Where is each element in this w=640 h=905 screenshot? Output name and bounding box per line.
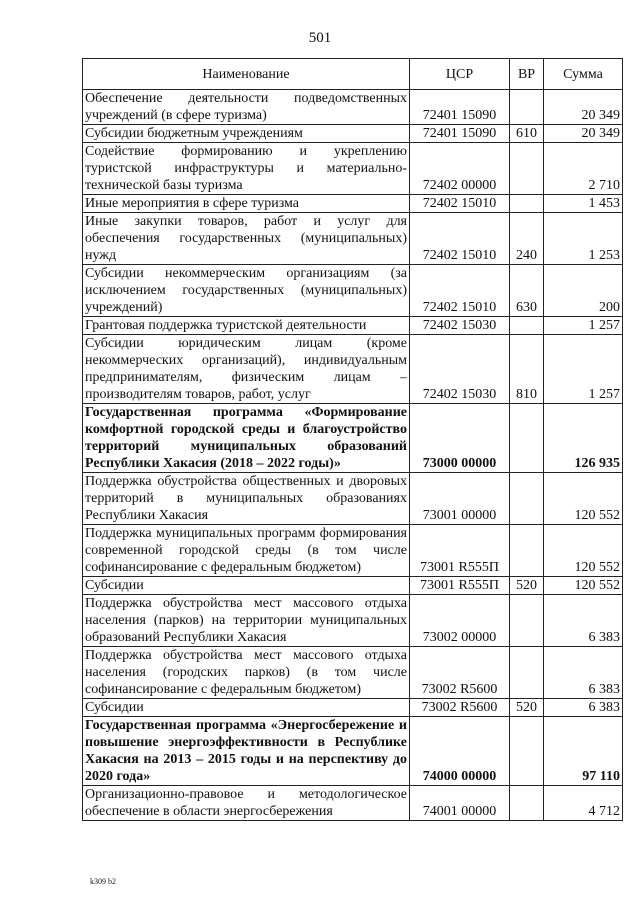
cell-vr: [510, 473, 544, 525]
cell-name: Субсидии бюджетным учреждениям: [83, 125, 410, 143]
cell-vr: [510, 525, 544, 577]
cell-vr: [510, 317, 544, 335]
cell-name: Поддержка обустройства мест массового отдыха населения (парков) на территории муниципальных образований Республики Хакасия: [83, 595, 410, 647]
cell-csr: 73002 R5600: [410, 699, 510, 717]
table-row: [83, 213, 623, 265]
cell-vr: [510, 195, 544, 213]
cell-sum: 1 453: [544, 195, 623, 213]
cell-sum: 20 349: [544, 125, 623, 143]
table-row: [83, 90, 623, 125]
cell-sum: 6 383: [544, 699, 623, 717]
cell-csr: 74001 00000: [410, 786, 510, 821]
cell-name: Поддержка муниципальных программ формирования современной городской среды (в том числе софинансирование с федеральным бюджетом): [83, 525, 410, 577]
cell-sum: 97 110: [544, 717, 623, 786]
cell-name: Государственная программа «Формирование комфортной городской среды и благоустройство территорий муниципальных образований Республики Хакасия (2018 – 2022 годы)»: [83, 404, 410, 473]
cell-csr: 73001 00000: [410, 473, 510, 525]
table-row: [83, 647, 623, 699]
cell-name: Обеспечение деятельности подведомственных учреждений (в сфере туризма): [83, 90, 410, 125]
header-name: Наименование: [83, 59, 410, 90]
cell-csr: 74000 00000: [410, 717, 510, 786]
table-row: [83, 717, 623, 786]
cell-name: Иные мероприятия в сфере туризма: [83, 195, 410, 213]
cell-vr: 630: [510, 265, 544, 317]
cell-vr: [510, 404, 544, 473]
cell-sum: 1 257: [544, 335, 623, 404]
header-vr: ВР: [510, 59, 544, 90]
table-row: [83, 265, 623, 317]
cell-name: Субсидии юридическим лицам (кроме некоммерческих организаций), индивидуальным предпринимателям, физическим лицам – производителям товаров, работ, услуг: [83, 335, 410, 404]
cell-name: Грантовая поддержка туристской деятельности: [83, 317, 410, 335]
header-sum: Сумма: [544, 59, 623, 90]
table-row: [83, 143, 623, 195]
cell-csr: 72402 15030: [410, 317, 510, 335]
table-row: [83, 335, 623, 404]
budget-table: [82, 58, 623, 821]
cell-csr: 72401 15090: [410, 125, 510, 143]
cell-vr: 520: [510, 699, 544, 717]
table-header-row: [83, 59, 623, 90]
table-row: [83, 473, 623, 525]
table-row: [83, 595, 623, 647]
cell-name: Организационно-правовое и методологическое обеспечение в области энергосбережения: [83, 786, 410, 821]
cell-vr: 240: [510, 213, 544, 265]
table-row: [83, 786, 623, 821]
cell-name: Содействие формированию и укреплению туристской инфраструктуры и материально-технической базы туризма: [83, 143, 410, 195]
cell-csr: 72402 15030: [410, 335, 510, 404]
cell-vr: 520: [510, 577, 544, 595]
cell-csr: 73000 00000: [410, 404, 510, 473]
cell-name: Субсидии: [83, 699, 410, 717]
cell-sum: 200: [544, 265, 623, 317]
cell-csr: 72401 15090: [410, 90, 510, 125]
cell-csr: 73002 R5600: [410, 647, 510, 699]
cell-sum: 6 383: [544, 647, 623, 699]
cell-sum: 1 257: [544, 317, 623, 335]
cell-name: Поддержка обустройства мест массового отдыха населения (городских парков) (в том числе софинансирование с федеральным бюджетом): [83, 647, 410, 699]
table-row: [83, 525, 623, 577]
table-row: [83, 317, 623, 335]
cell-sum: 120 552: [544, 577, 623, 595]
cell-sum: 120 552: [544, 525, 623, 577]
cell-vr: [510, 595, 544, 647]
cell-sum: 1 253: [544, 213, 623, 265]
cell-sum: 20 349: [544, 90, 623, 125]
cell-vr: 610: [510, 125, 544, 143]
cell-csr: 72402 15010: [410, 265, 510, 317]
table-row: [83, 404, 623, 473]
table-row: [83, 699, 623, 717]
cell-name: Субсидии некоммерческим организациям (за исключением государственных (муниципальных) учреждений): [83, 265, 410, 317]
cell-sum: 2 710: [544, 143, 623, 195]
cell-vr: [510, 647, 544, 699]
cell-csr: 73002 00000: [410, 595, 510, 647]
table-row: [83, 195, 623, 213]
header-csr: ЦСР: [410, 59, 510, 90]
cell-vr: 810: [510, 335, 544, 404]
table-row: [83, 125, 623, 143]
cell-vr: [510, 143, 544, 195]
cell-name: Субсидии: [83, 577, 410, 595]
cell-name: Иные закупки товаров, работ и услуг для обеспечения государственных (муниципальных) нужд: [83, 213, 410, 265]
cell-vr: [510, 90, 544, 125]
cell-csr: 72402 15010: [410, 213, 510, 265]
cell-sum: 4 712: [544, 786, 623, 821]
cell-csr: 72402 00000: [410, 143, 510, 195]
cell-name: Государственная программа «Энергосбережение и повышение энергоэффективности в Республике Хакасия на 2013 – 2015 годы и на перспективу до 2020 года»: [83, 717, 410, 786]
cell-csr: 73001 R555П: [410, 577, 510, 595]
cell-name: Поддержка обустройства общественных и дворовых территорий в муниципальных образованиях Республики Хакасия: [83, 473, 410, 525]
cell-vr: [510, 786, 544, 821]
cell-vr: [510, 717, 544, 786]
table-body: [83, 90, 623, 821]
page-number: 501: [308, 30, 332, 46]
cell-sum: 126 935: [544, 404, 623, 473]
cell-csr: 73001 R555П: [410, 525, 510, 577]
table-row: [83, 577, 623, 595]
cell-sum: 6 383: [544, 595, 623, 647]
cell-csr: 72402 15010: [410, 195, 510, 213]
footer-code: k309 b2: [90, 877, 116, 886]
cell-sum: 120 552: [544, 473, 623, 525]
